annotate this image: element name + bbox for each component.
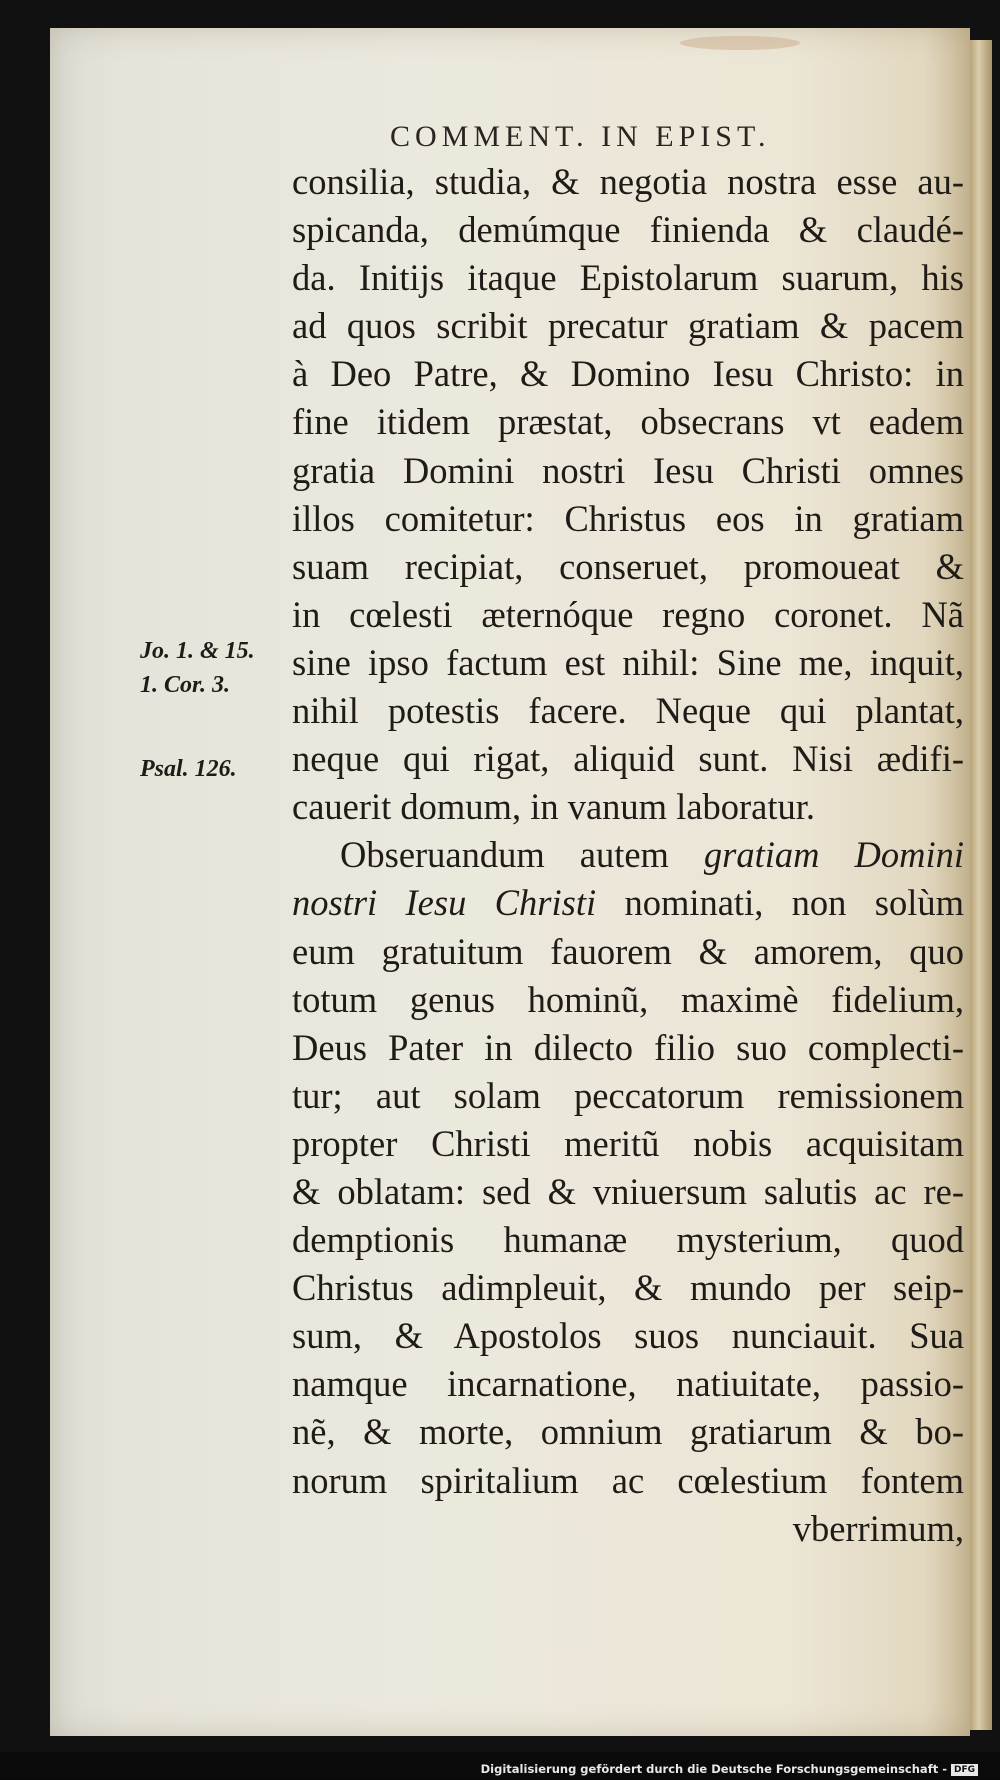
text-line: illos comitetur: Christus eos in gratiam	[292, 497, 964, 539]
text-line: sum, & Apostolos suos nunciauit. Sua	[292, 1315, 964, 1357]
text-line: nẽ, & morte, omnium gratiarum & bo-	[292, 1411, 964, 1453]
text-line: tur; aut solam peccatorum remissionem	[292, 1074, 964, 1116]
text-line: namque incarnatione, natiuitate, passio-	[292, 1363, 964, 1405]
text-line: Christus adimpleuit, & mundo per seip-	[292, 1267, 964, 1309]
credit-text: Digitalisierung gefördert durch die Deutsche Forschungsgemeinschaft -	[480, 1762, 947, 1776]
digitization-credit	[481, 1762, 978, 1776]
text-line: demptionis humanæ mysterium, quod	[292, 1219, 964, 1261]
italic-phrase: gratiam Domini	[703, 834, 964, 876]
margin-note-john: Jo. 1. & 15.	[140, 638, 255, 664]
text-line: neque qui rigat, aliquid sunt. Nisi ædifi-	[292, 738, 964, 780]
text-line: & oblatam: sed & vniuersum salutis ac re-	[292, 1170, 964, 1212]
paragraph-two-second-line	[292, 879, 964, 927]
margin-note-corinthians: 1. Cor. 3.	[140, 672, 231, 698]
text-line: totum genus hominũ, maximè fidelium,	[292, 978, 964, 1020]
main-text	[292, 158, 964, 1553]
text-line: propter Christi meritũ nobis acquisitam	[292, 1122, 964, 1164]
italic-phrase: nostri Iesu Christi	[292, 882, 597, 924]
text-line: consilia, studia, & negotia nostra esse au-	[292, 161, 964, 202]
text-line: Deus Pater in dilecto filio suo complecti-	[292, 1026, 964, 1068]
text-line: à Deo Patre, & Domino Iesu Christo: in	[292, 353, 964, 395]
text-line: suam recipiat, conseruet, promoueat &	[292, 545, 964, 587]
text-line: nihil potestis facere. Neque qui plantat,	[292, 690, 964, 732]
text-line: eum gratuitum fauorem & amorem, quo	[292, 930, 964, 972]
text-span: nominati, non solùm	[596, 882, 964, 924]
text-span: Obseruandum autem	[340, 834, 704, 876]
paragraph-two-first-line	[292, 831, 964, 879]
margin-note-psalm: Psal. 126.	[140, 756, 237, 782]
text-line: cauerit domum, in vanum laboratur.	[292, 786, 816, 828]
text-line: sine ipso factum est nihil: Sine me, inquit,	[292, 641, 964, 683]
running-header: COMMENT. IN EPIST.	[390, 120, 771, 153]
paper-stain	[680, 36, 800, 50]
page-edge	[970, 40, 992, 1730]
text-line: spicanda, demúmque finienda & claudé-	[292, 209, 964, 251]
text-line: norum spiritalium ac cœlestium fontem	[292, 1459, 964, 1501]
text-line: da. Initijs itaque Epistolarum suarum, his	[292, 257, 964, 299]
text-line: gratia Domini nostri Iesu Christi omnes	[292, 449, 964, 491]
text-line: in cœlesti æternóque regno coronet. Nã	[292, 593, 964, 635]
text-line: fine itidem præstat, obsecrans vt eadem	[292, 401, 964, 443]
dfg-logo: DFG	[951, 1764, 978, 1776]
text-line: ad quos scribit precatur gratiam & pacem	[292, 305, 964, 347]
catchword: vberrimum,	[792, 1507, 964, 1549]
